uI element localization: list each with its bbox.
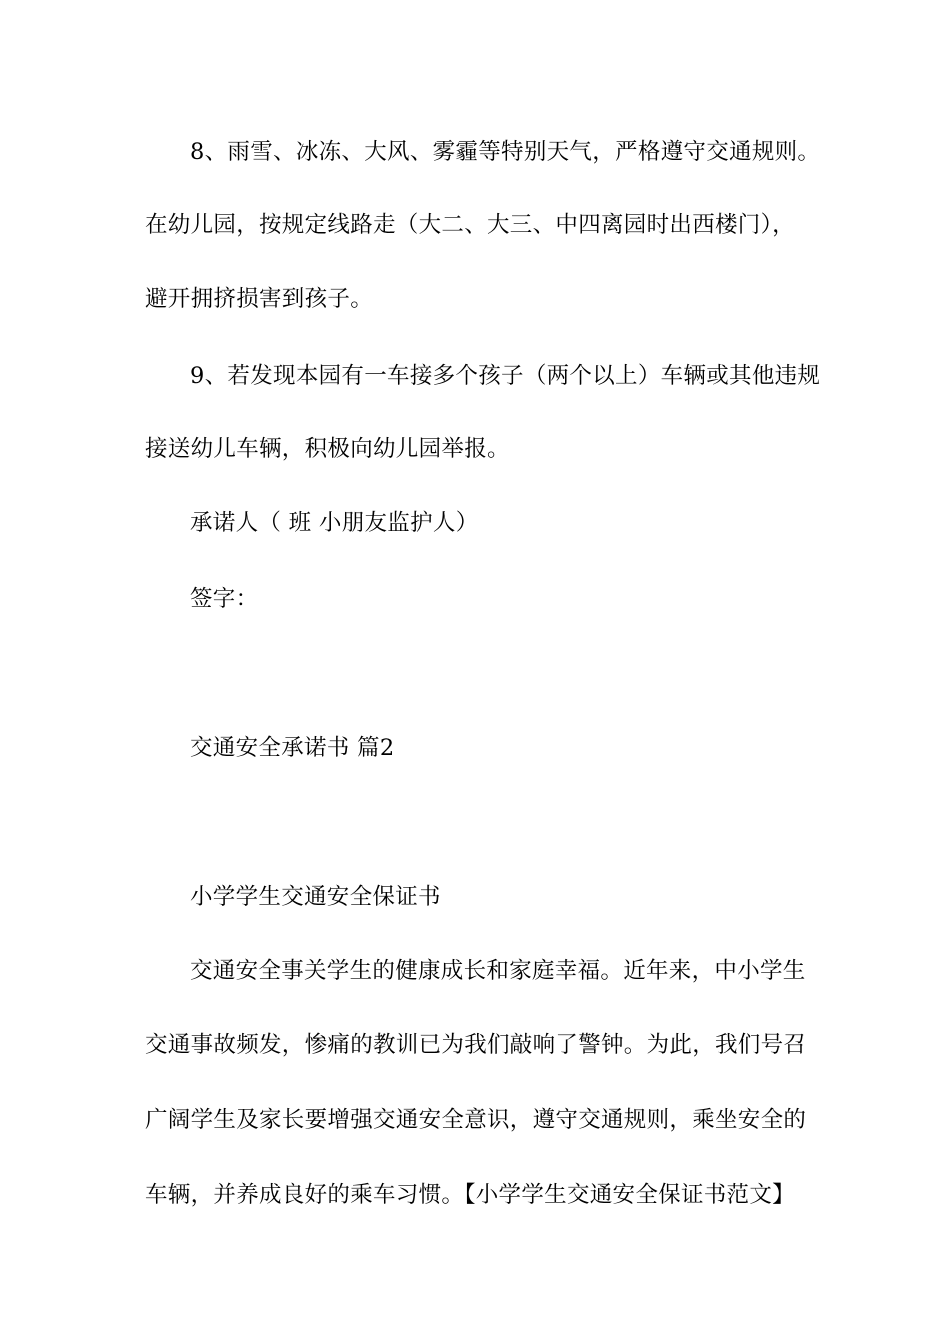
section-heading: 交通安全承诺书 篇2 xyxy=(190,735,395,761)
subsection-title: 小学学生交通安全保证书 xyxy=(190,884,441,910)
paragraph-item-8-line-2: 在幼儿园，按规定线路走（大二、大三、中四离园时出西楼门）， xyxy=(145,212,795,238)
body-paragraph-line-4: 车辆，并养成良好的乘车习惯。【小学学生交通安全保证书范文】 xyxy=(145,1182,795,1208)
body-paragraph-line-2: 交通事故频发，惨痛的教训已为我们敲响了警钟。为此，我们号召 xyxy=(145,1032,807,1058)
paragraph-item-9-line-2: 接送幼儿车辆，积极向幼儿园举报。 xyxy=(145,436,510,462)
paragraph-item-8-line-3: 避开拥挤损害到孩子。 xyxy=(145,286,374,312)
paragraph-item-9-line-1: 9、若发现本园有一车接多个孩子（两个以上）车辆或其他违规 xyxy=(190,363,821,389)
signature-line: 签字： xyxy=(190,586,259,612)
paragraph-item-8-line-1: 8、雨雪、冰冻、大风、雾霾等特别天气，严格遵守交通规则。 xyxy=(190,139,821,165)
promisor-line: 承诺人（ 班 小朋友监护人） xyxy=(190,510,479,536)
body-paragraph-line-3: 广阔学生及家长要增强交通安全意识，遵守交通规则，乘坐安全的 xyxy=(145,1107,807,1133)
body-paragraph-line-1: 交通安全事关学生的健康成长和家庭幸福。近年来，中小学生 xyxy=(190,958,806,984)
